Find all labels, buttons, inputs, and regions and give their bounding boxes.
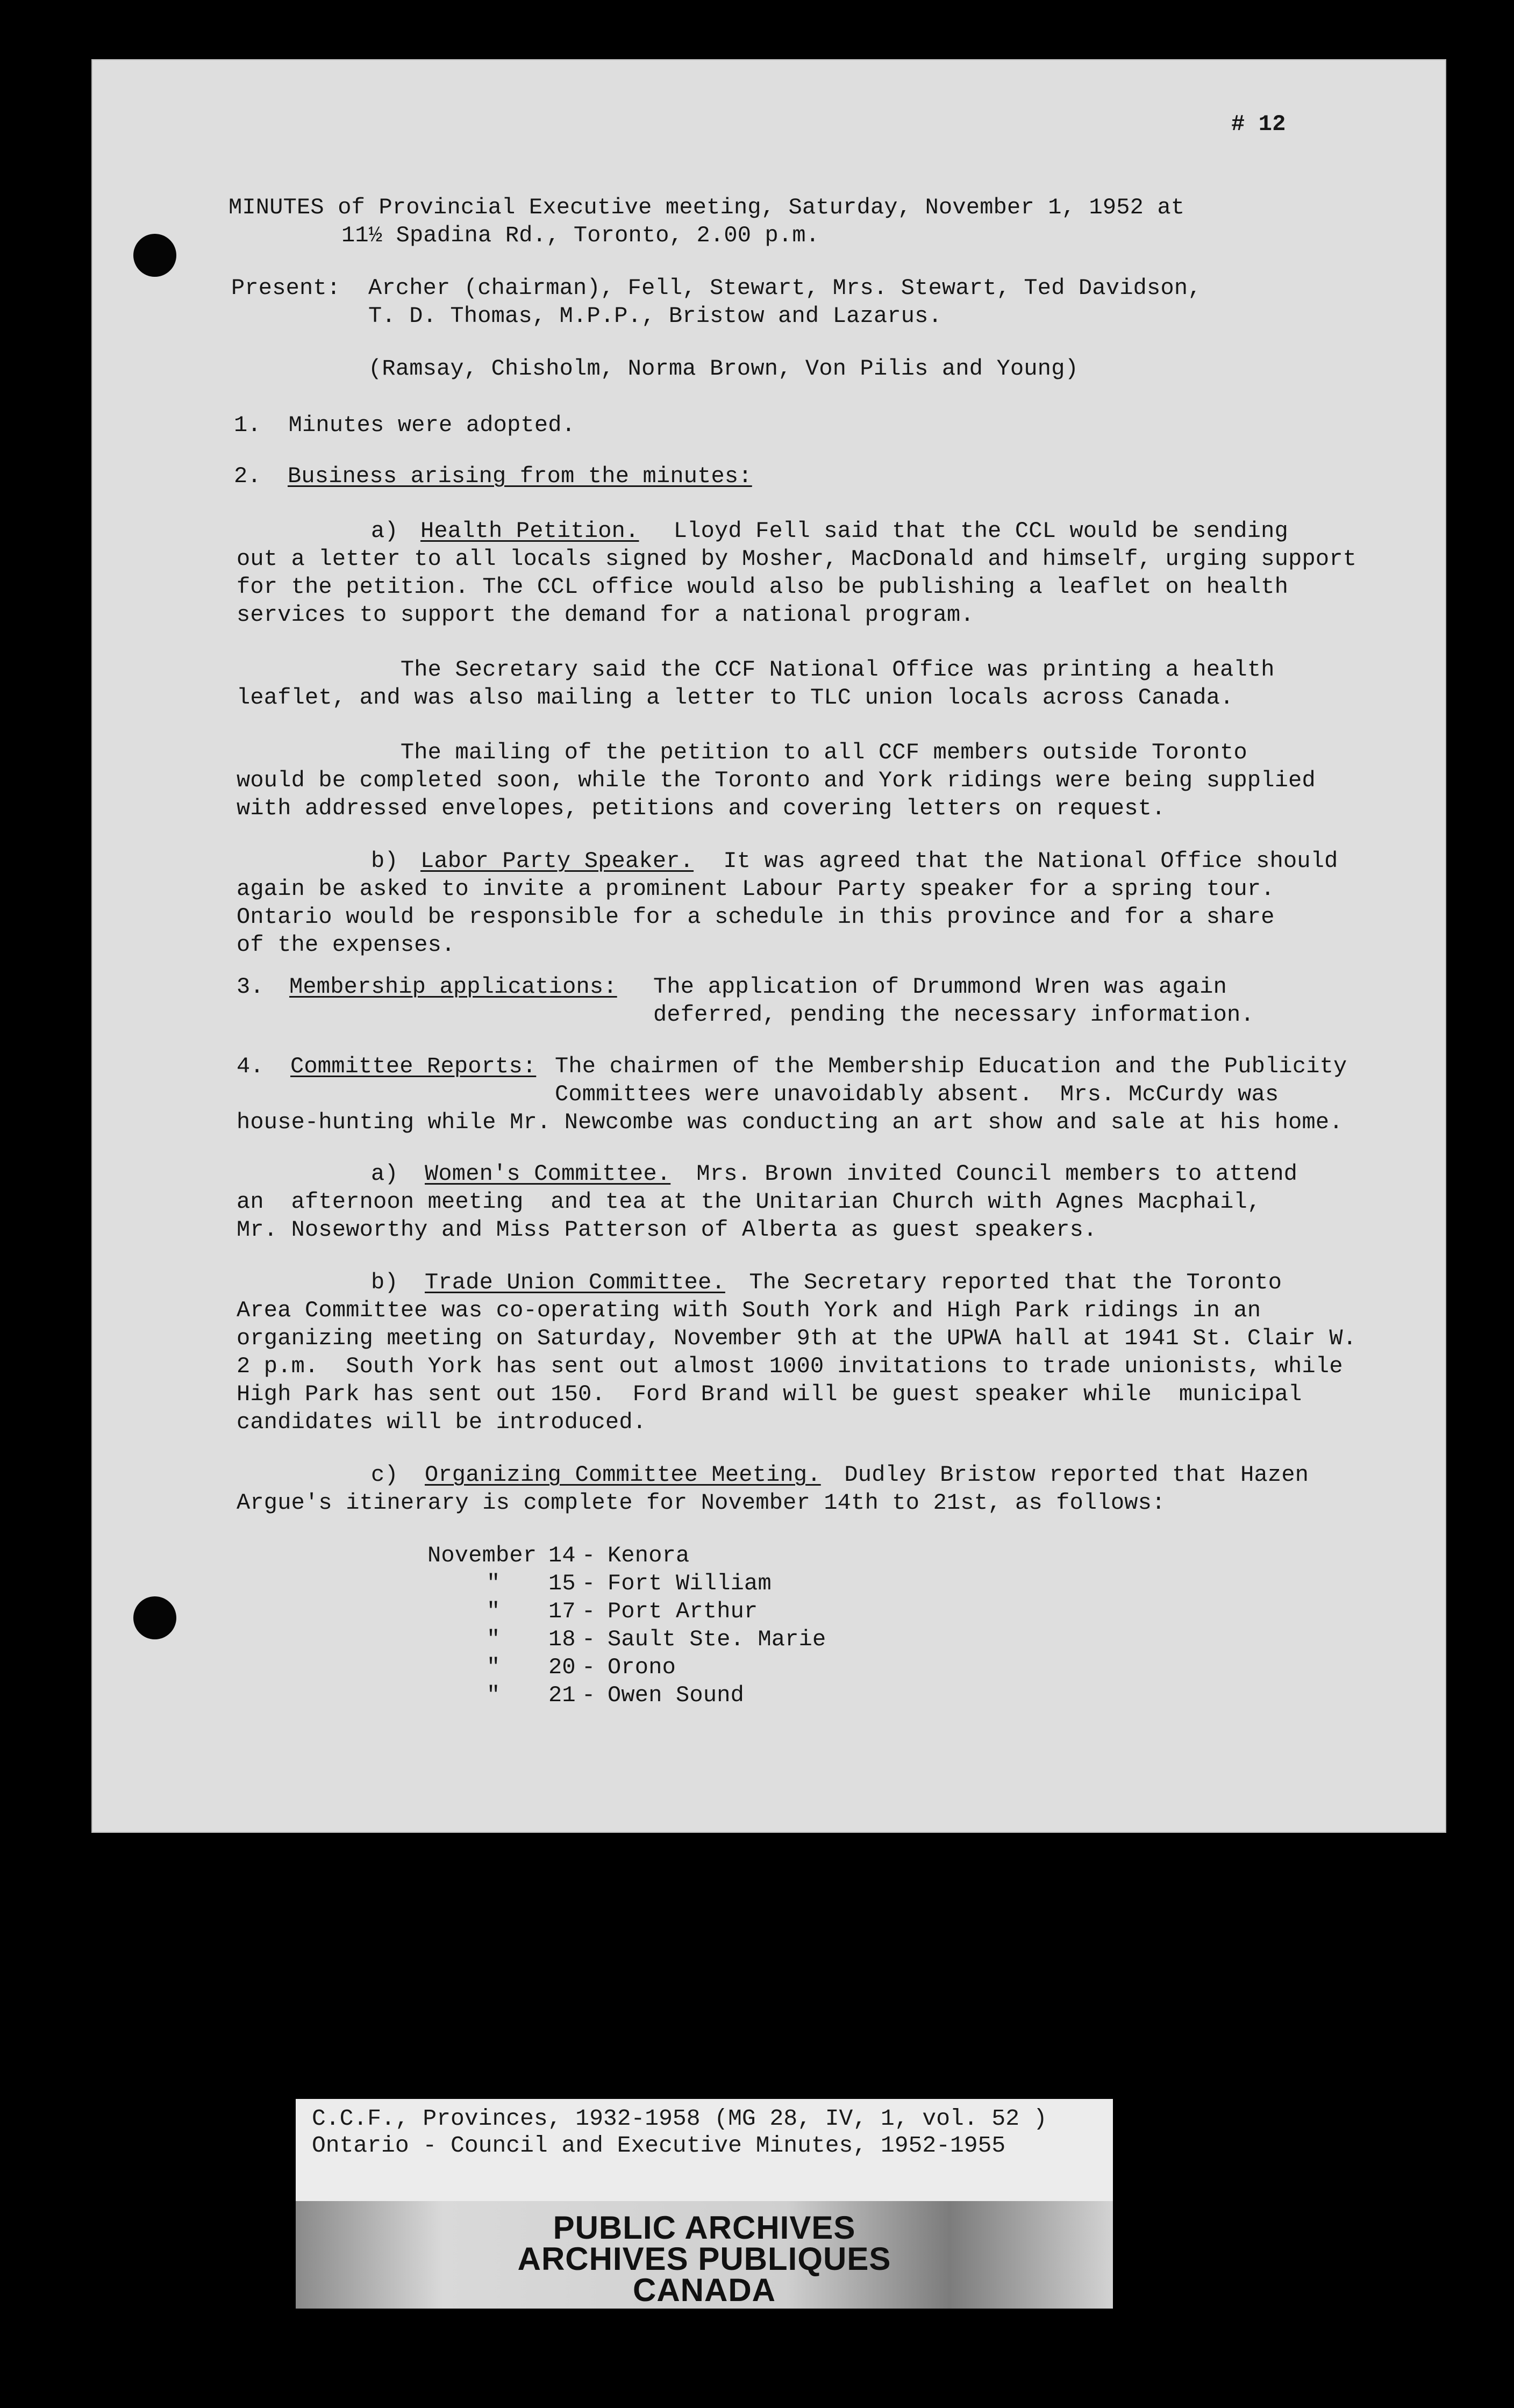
- stamp-line: ARCHIVES PUBLIQUES: [517, 2241, 891, 2277]
- punch-hole: [133, 1596, 176, 1639]
- itinerary-day: 14: [548, 1543, 576, 1568]
- minutes-title: MINUTES of Provincial Executive meeting, Saturday, November 1, 1952 at: [228, 195, 1185, 220]
- archive-reference-line: Ontario - Council and Executive Minutes, 1952-1955: [312, 2132, 1006, 2159]
- itinerary-month: ": [487, 1599, 501, 1624]
- paragraph-line: an afternoon meeting and tea at the Unitarian Church with Agnes Macphail,: [237, 1189, 1261, 1215]
- punch-hole: [133, 234, 176, 277]
- paragraph-line: Mr. Noseworthy and Miss Patterson of Alberta as guest speakers.: [237, 1217, 1097, 1243]
- item-number: 4.: [237, 1054, 264, 1079]
- paragraph-line: The application of Drummond Wren was again: [653, 974, 1227, 1000]
- stamp-line: PUBLIC ARCHIVES: [553, 2210, 856, 2246]
- paragraph-line: leaflet, and was also mailing a letter to TLC union locals across Canada.: [237, 685, 1234, 711]
- paragraph-line: organizing meeting on Saturday, November 9th at the UPWA hall at 1941 St. Clair W.: [237, 1325, 1357, 1351]
- paragraph-line: Mrs. Brown invited Council members to attend: [683, 1161, 1298, 1187]
- itinerary-place: Kenora: [608, 1543, 690, 1568]
- subitem-marker: b): [371, 848, 398, 874]
- item-number: 3.: [237, 974, 264, 1000]
- present-label: Present:: [231, 275, 341, 301]
- subitem-title: Labor Party Speaker.: [420, 848, 694, 874]
- section-heading: Business arising from the minutes:: [288, 463, 752, 489]
- itinerary-dash: -: [582, 1682, 596, 1708]
- paragraph-line: The Secretary reported that the Toronto: [735, 1270, 1282, 1295]
- present-line: Archer (chairman), Fell, Stewart, Mrs. Stewart, Ted Davidson,: [368, 275, 1202, 301]
- itinerary-month: November: [427, 1543, 537, 1568]
- paragraph-line: services to support the demand for a national program.: [237, 602, 974, 628]
- subitem-title: Health Petition.: [420, 518, 639, 544]
- item-minutes-adopted: 1. Minutes were adopted.: [234, 412, 576, 438]
- subitem-marker: a): [371, 518, 398, 544]
- document-page: [91, 59, 1446, 1833]
- itinerary-month: ": [487, 1682, 501, 1708]
- archive-reference-line: C.C.F., Provinces, 1932-1958 (MG 28, IV, 1, vol. 52 ): [312, 2105, 1047, 2132]
- subitem-marker: c): [371, 1462, 398, 1488]
- itinerary-place: Orono: [608, 1654, 676, 1680]
- paragraph-line: Dudley Bristow reported that Hazen: [831, 1462, 1309, 1488]
- paragraph-line: for the petition. The CCL office would also be publishing a leaflet on health: [237, 574, 1289, 600]
- itinerary-month: ": [487, 1571, 501, 1596]
- itinerary-dash: -: [582, 1543, 596, 1568]
- itinerary-month: ": [487, 1626, 501, 1652]
- itinerary-month: ": [487, 1654, 501, 1680]
- itinerary-dash: -: [582, 1571, 596, 1596]
- itinerary-place: Fort William: [608, 1571, 772, 1596]
- paragraph-line: Argue's itinerary is complete for November 14th to 21st, as follows:: [237, 1490, 1166, 1516]
- subitem-marker: b): [371, 1270, 398, 1295]
- archives-stamp: [296, 2201, 1113, 2309]
- paragraph-line: would be completed soon, while the Toronto and York ridings were being supplied: [237, 768, 1316, 793]
- paragraph-line: Committees were unavoidably absent. Mrs. McCurdy was: [555, 1081, 1279, 1107]
- paragraph-line: out a letter to all locals signed by Mosher, MacDonald and himself, urging support: [237, 546, 1357, 572]
- itinerary-place: Port Arthur: [608, 1599, 758, 1624]
- subitem-title: Women's Committee.: [425, 1161, 671, 1187]
- itinerary-place: Owen Sound: [608, 1682, 745, 1708]
- itinerary-day: 21: [548, 1682, 576, 1708]
- paragraph-line: The mailing of the petition to all CCF members outside Toronto: [237, 740, 1247, 765]
- paragraph-line: candidates will be introduced.: [237, 1409, 647, 1435]
- itinerary-dash: -: [582, 1599, 596, 1624]
- itinerary-place: Sault Ste. Marie: [608, 1626, 826, 1652]
- section-heading: Committee Reports:: [290, 1054, 537, 1079]
- paragraph-line: again be asked to invite a prominent Labour Party speaker for a spring tour.: [237, 876, 1275, 902]
- stamp-line: CANADA: [633, 2272, 776, 2308]
- itinerary-day: 15: [548, 1571, 576, 1596]
- paragraph-line: 2 p.m. South York has sent out almost 1000 invitations to trade unionists, while: [237, 1353, 1343, 1379]
- subitem-marker: a): [371, 1161, 398, 1187]
- paragraph-line: Ontario would be responsible for a schedule in this province and for a share: [237, 904, 1275, 930]
- itinerary-day: 17: [548, 1599, 576, 1624]
- paragraph-line: High Park has sent out 150. Ford Brand will be guest speaker while municipal: [237, 1381, 1302, 1407]
- itinerary-dash: -: [582, 1654, 596, 1680]
- present-line: T. D. Thomas, M.P.P., Bristow and Lazarus.: [368, 303, 942, 329]
- paragraph-line: Lloyd Fell said that the CCL would be sending: [646, 518, 1288, 544]
- paragraph-line: deferred, pending the necessary information.: [653, 1002, 1254, 1028]
- itinerary-day: 20: [548, 1654, 576, 1680]
- paragraph-line: Area Committee was co-operating with South York and High Park ridings in an: [237, 1298, 1261, 1323]
- paragraph-line: with addressed envelopes, petitions and covering letters on request.: [237, 796, 1166, 821]
- absent-list: (Ramsay, Chisholm, Norma Brown, Von Pilis and Young): [368, 356, 1079, 382]
- page-number: # 12: [1231, 111, 1286, 137]
- itinerary-dash: -: [582, 1626, 596, 1652]
- minutes-location: 11½ Spadina Rd., Toronto, 2.00 p.m.: [341, 223, 820, 248]
- paragraph-line: It was agreed that the National Office should: [710, 848, 1338, 874]
- paragraph-line: house-hunting while Mr. Newcombe was conducting an art show and sale at his home.: [237, 1109, 1343, 1135]
- paragraph-line: The chairmen of the Membership Education and the Publicity: [555, 1054, 1347, 1079]
- itinerary-day: 18: [548, 1626, 576, 1652]
- section-heading: Membership applications:: [289, 974, 617, 1000]
- subitem-title: Trade Union Committee.: [425, 1270, 725, 1295]
- subitem-title: Organizing Committee Meeting.: [425, 1462, 821, 1488]
- paragraph-line: The Secretary said the CCF National Office was printing a health: [237, 657, 1275, 683]
- item-number: 2.: [234, 463, 261, 489]
- paragraph-line: of the expenses.: [237, 932, 455, 958]
